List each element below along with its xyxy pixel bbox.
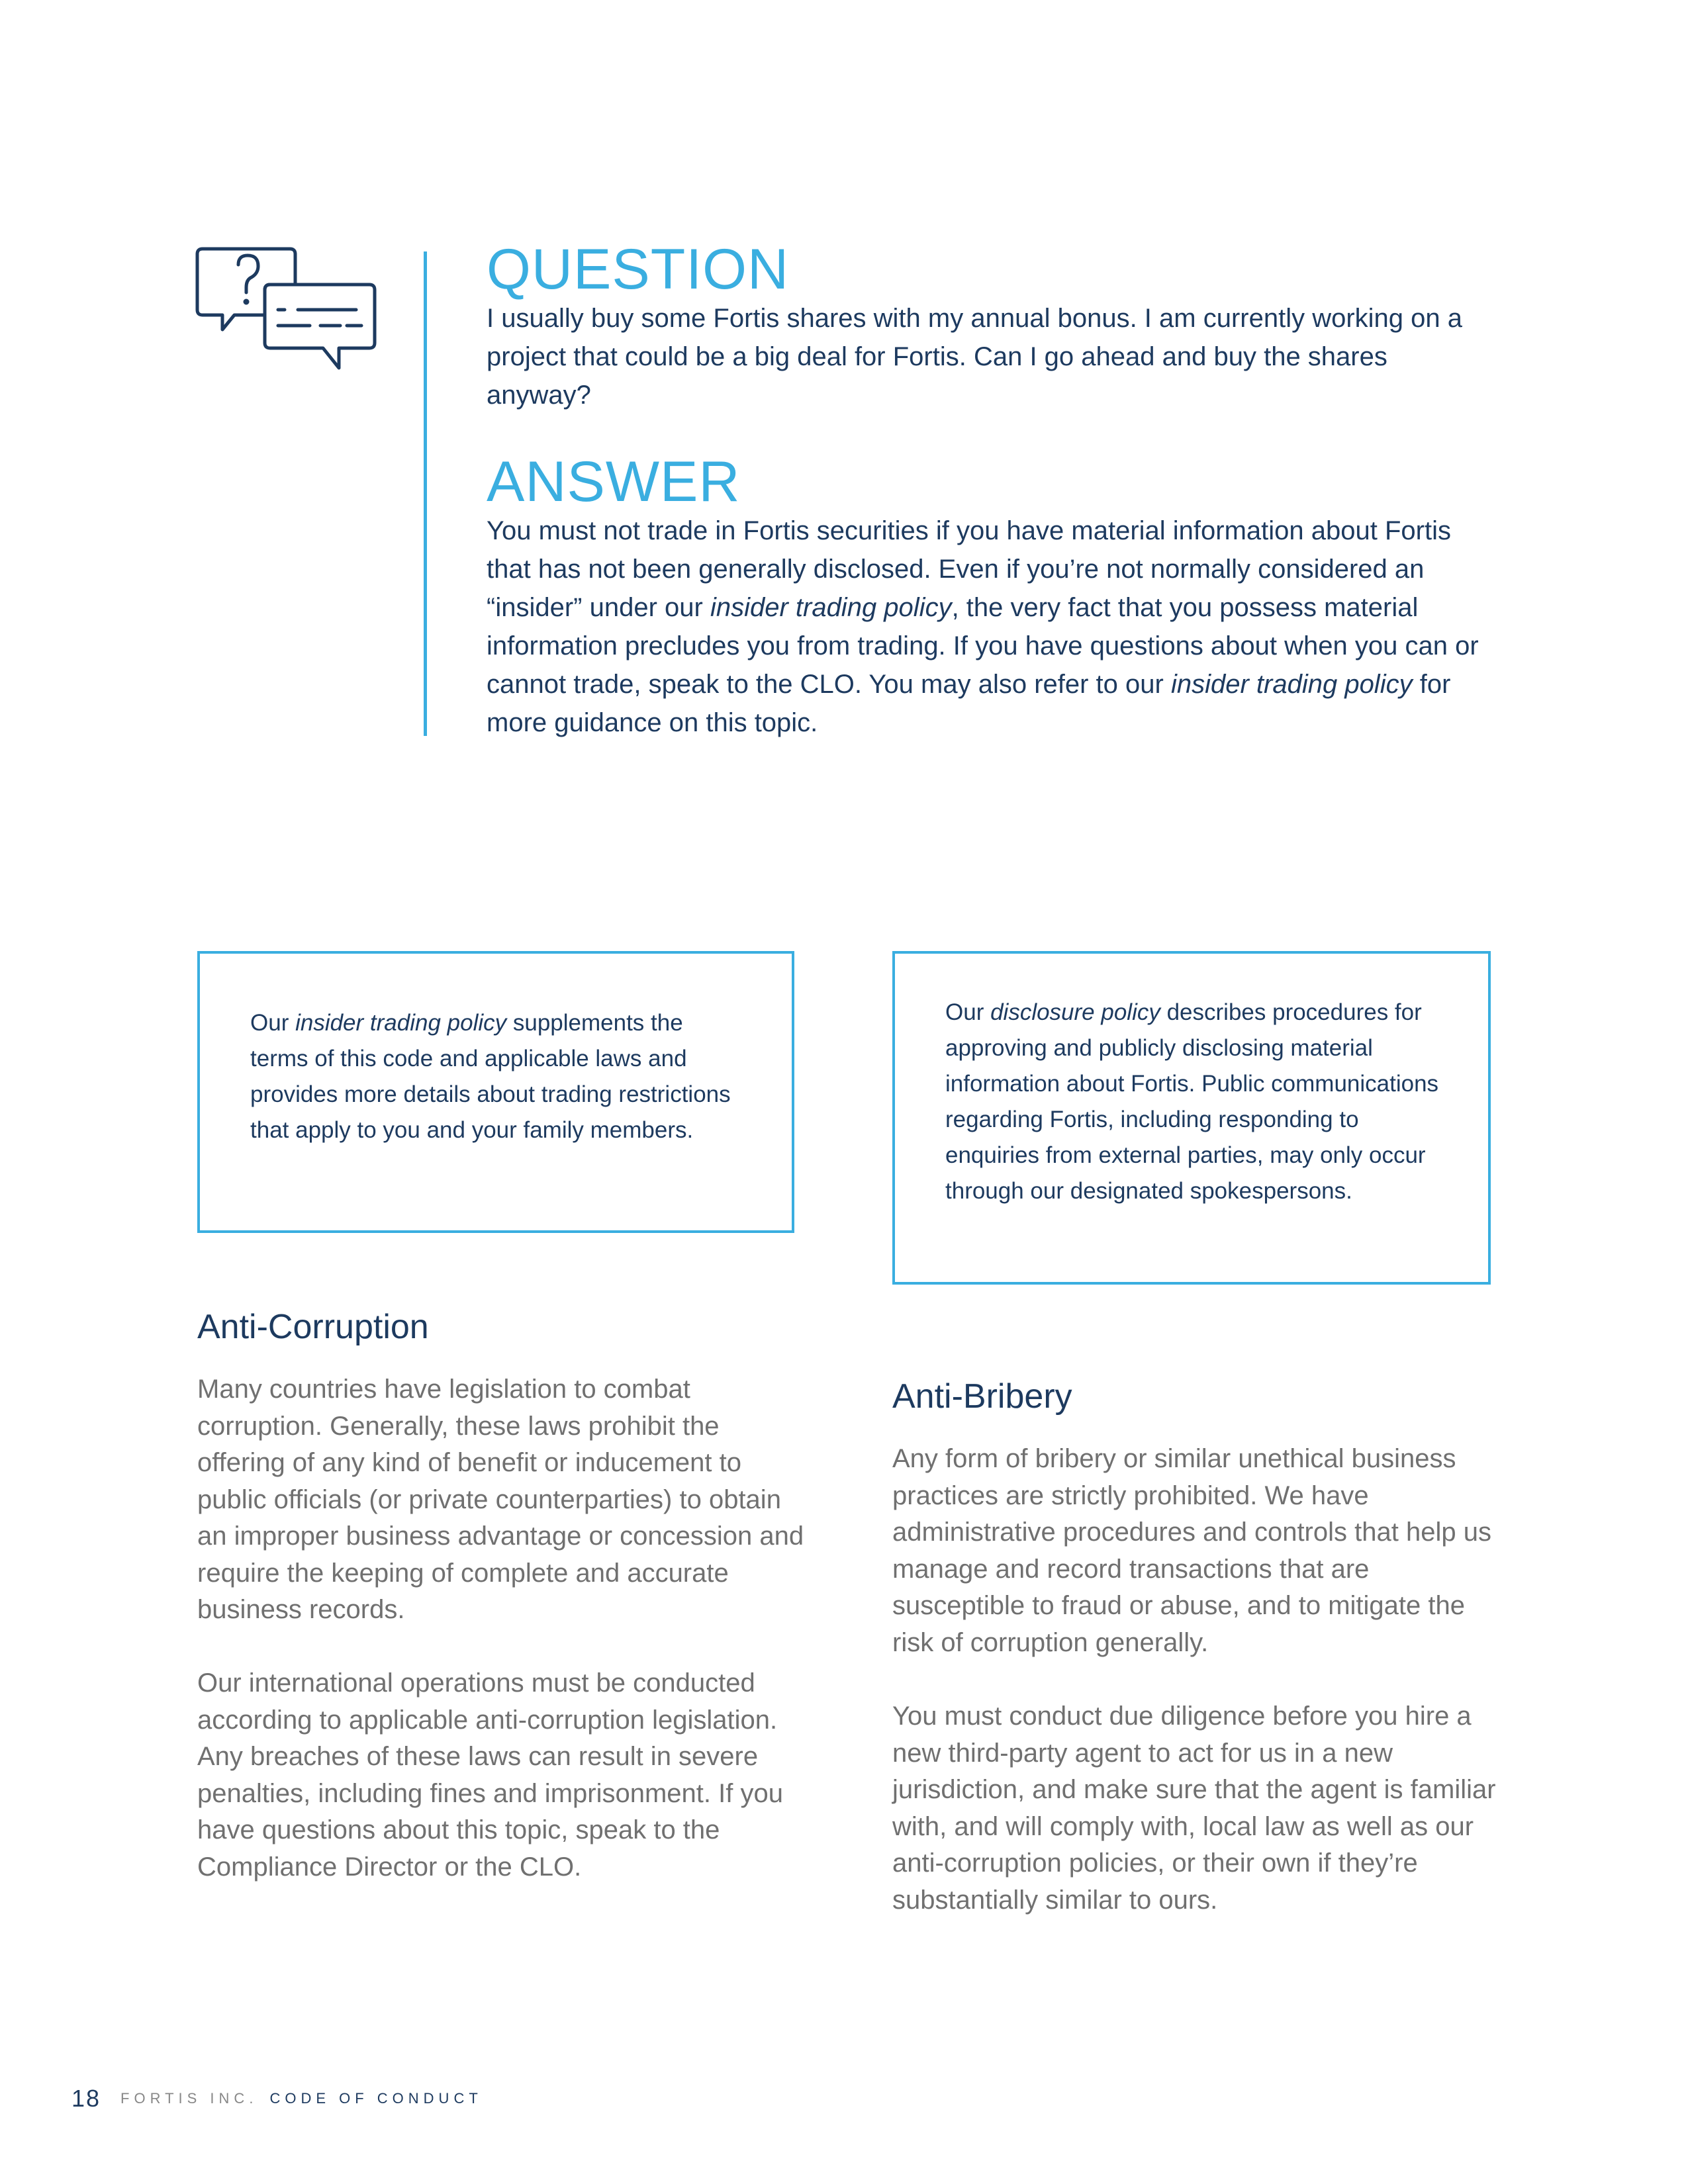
page-number: 18 [71,2085,101,2112]
question-heading: QUESTION [487,238,790,301]
anti-corruption-paragraph-2: Our international operations must be conducted according to applicable anti-corruption legislation. Any breaches of these laws can result in severe penalties, including fines and imprisonment. If you have questions about this topic, speak to the Compliance Director or the CLO. [197,1668,783,1882]
answer-heading: ANSWER [487,450,741,514]
page-footer [71,2085,483,2113]
footer-company: FORTIS INC. [120,2090,258,2107]
question-answer-chat-icon [193,246,380,375]
qa-divider [424,251,427,736]
anti-bribery-paragraph-1: Any form of bribery or similar unethical business practices are strictly prohibited. We have administrative procedures and controls that help us manage and record transactions that are susceptible to fraud or abuse, and to mitigate the risk of corruption generally. [892,1444,1491,1657]
question-text: I usually buy some Fortis shares with my annual bonus. I am currently working on a project that could be a big deal for Fortis. Can I go ahead and buy the shares anyway? [487,304,1462,410]
disclosure-callout [892,951,1491,1285]
insider-trading-callout [197,951,794,1233]
answer-block [487,452,1493,742]
footer-document-title: CODE OF CONDUCT [269,2090,483,2107]
insider-trading-callout-text: Our insider trading policy supplements the terms of this code and applicable laws and provides more details about trading restrictions that apply to you and your family members. [250,1010,731,1143]
question-block [487,240,1493,414]
anti-corruption-paragraph-1: Many countries have legislation to combat corruption. Generally, these laws prohibit the offering of any kind of benefit or inducement to public officials (or private counterparties) to obtain an improper business advantage or concession and require the keeping of complete and accurate business records. [197,1375,804,1624]
anti-bribery-heading: Anti-Bribery [892,1377,1072,1416]
anti-bribery-paragraph-2: You must conduct due diligence before you hire a new third-party agent to act for us in a new jurisdiction, and make sure that the agent is familiar with, and will comply with, local law as well as our anti-corruption policies, or their own if they’re substantially similar to ours. [892,1702,1496,1915]
answer-text: You must not trade in Fortis securities if you have material information about Fortis that has not been generally disclosed. Even if you’re not normally considered an “insider” under our insider trading policy, the very fact that you possess material information precludes you from trading. If you have questions about when you can or cannot trade, speak to the CLO. You may also refer to our insider trading policy for more guidance on this topic. [487,516,1479,737]
anti-corruption-heading: Anti-Corruption [197,1308,429,1346]
disclosure-callout-text: Our disclosure policy describes procedures for approving and publicly disclosing material information about Fortis. Public communications regarding Fortis, including responding to enquiries from external parties, may only occur through our designated spokespersons. [945,999,1439,1204]
